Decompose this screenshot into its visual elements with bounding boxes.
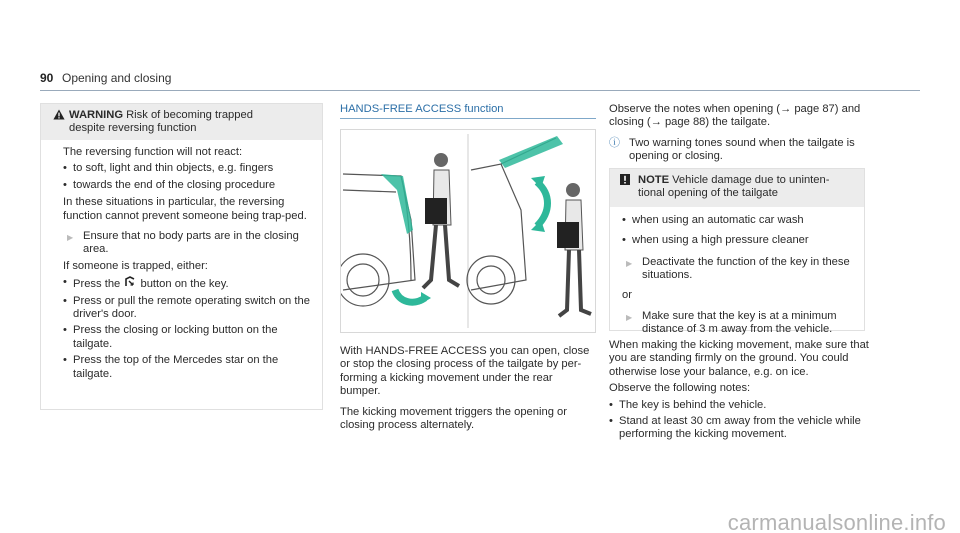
open-tailgate-mark: [499, 136, 563, 168]
observe-notes: Observe the notes when opening (→ page 87) and closing (→ page 88) the tailgate.: [609, 103, 861, 129]
list-item: • Press the closing or locking button on the tailgate.: [63, 324, 312, 351]
list-item: • Press the top of the Mercedes star on the tailgate.: [63, 354, 312, 381]
list-item: [63, 276, 312, 291]
section-title: HANDS-FREE ACCESS function: [340, 103, 504, 115]
hands-free-para1: With HANDS-FREE ACCESS you can open, close or stop the closing process of the tailgate by per-forming a kicking movement under the rear bumper.: [340, 345, 590, 398]
info-icon: ⓘ: [609, 136, 620, 149]
press-button-suffix: button on the key.: [140, 278, 229, 291]
notice-bullets: [622, 214, 856, 248]
page-number: 90: [40, 71, 54, 85]
info-note-text: Two warning tones sound when the tailgate is opening or closing.: [629, 136, 855, 163]
list-item: • Stand at least 30 cm away from the vehicle while performing the kicking movement.: [609, 415, 871, 442]
chapter-title: Opening and closing: [62, 71, 172, 85]
warning-triangle-icon: [53, 109, 69, 140]
list-item: • towards the end of the closing procedure: [63, 179, 312, 192]
section-divider: [340, 118, 596, 119]
hands-free-illustration: [340, 129, 596, 333]
watermark: carmanualsonline.info: [727, 509, 946, 533]
tailgate-illustration-svg: [341, 130, 595, 332]
step-text: Deactivate the function of the key in these situations.: [642, 255, 850, 282]
step-arrow-icon: ▶: [67, 233, 74, 243]
warning-title-line2: despite reversing function: [69, 122, 197, 135]
warning-title-line1: Risk of becoming trapped: [126, 109, 253, 121]
warning-header: [41, 104, 322, 140]
list-item: • The key is behind the vehicle.: [609, 399, 871, 412]
step-arrow-icon: ▶: [626, 258, 633, 268]
list-item: • when using an automatic car wash: [622, 214, 856, 227]
notice-step2: [622, 310, 856, 337]
kicking-note: When making the kicking movement, make sure that you are standing firmly on the ground. You could otherwise lose your balance, e.g. on ice.: [609, 339, 869, 378]
notice-title-text: Vehicle damage due to uninten-tional opening of the tailgate: [638, 174, 830, 200]
person-right: [557, 183, 591, 316]
notice-body: [610, 207, 864, 337]
notice-step1: [622, 256, 856, 283]
hands-free-text: [340, 345, 596, 439]
step-arrow-icon: ▶: [626, 313, 633, 323]
person-left: [423, 153, 459, 288]
step-text: Make sure that the key is at a minimum distance of 3 m away from the vehicle.: [642, 310, 837, 336]
following-bullets: [609, 399, 871, 442]
warning-title: [69, 109, 253, 140]
page-header: [40, 72, 171, 85]
warning-box: [40, 103, 323, 410]
notice-header: [610, 169, 864, 207]
info-note: [609, 137, 871, 164]
warning-body: [41, 140, 322, 381]
warning-situations: In these situations in particular, the reversing function cannot prevent someone being trap-ped.: [63, 196, 307, 222]
kick-arrow-icon: [395, 290, 431, 304]
notice-label: NOTE: [638, 174, 670, 186]
step-text: Ensure that no body parts are in the closing area.: [83, 230, 299, 256]
list-item: • Press or pull the remote operating switch on the driver's door.: [63, 295, 312, 322]
exclamation-icon: [620, 174, 638, 207]
warning-label: WARNING: [69, 109, 124, 121]
list-item: • when using a high pressure cleaner: [622, 234, 856, 247]
list-item: • to soft, light and thin objects, e.g. fingers: [63, 162, 312, 175]
column3-bottom: [609, 339, 871, 446]
notice-title: [638, 174, 856, 207]
notice-or: or: [622, 288, 632, 301]
warning-intro: The reversing function will not react:: [63, 146, 243, 158]
tailgate-key-icon: [125, 276, 135, 290]
open-arrow-icon: [531, 176, 548, 232]
warning-bullets: [63, 162, 312, 192]
hands-free-para2: The kicking movement triggers the opening or closing process alternately.: [340, 405, 567, 432]
trapped-bullets: [63, 276, 312, 381]
warning-trapped: If someone is trapped, either:: [63, 259, 208, 272]
header-divider: [40, 90, 920, 91]
press-button-prefix: Press the: [73, 278, 121, 291]
notice-box: [609, 168, 865, 336]
closed-tailgate-mark: [381, 174, 413, 234]
warning-step: [63, 230, 312, 257]
column3-top: [609, 103, 871, 164]
observe-following: Observe the following notes:: [609, 382, 751, 395]
